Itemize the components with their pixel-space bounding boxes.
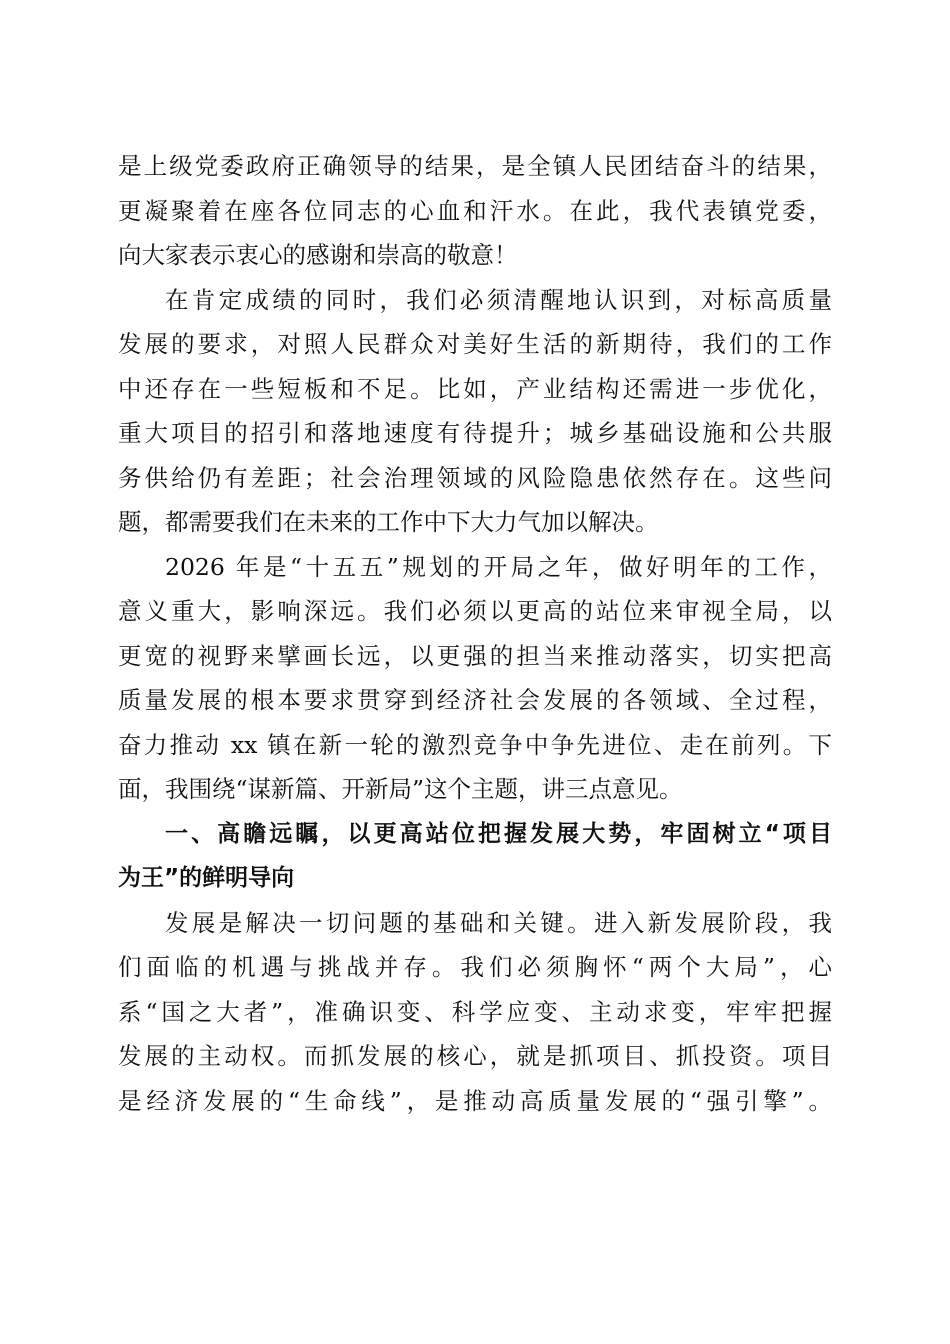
section-heading-1 <box>118 812 832 901</box>
text-line: 系“国之大者”，准确识变、科学应变、主动求变，牢牢把握 <box>118 997 832 1026</box>
paragraph-2 <box>118 278 832 545</box>
text-line: 向大家表示衷心的感谢和崇高的敬意！ <box>118 241 518 269</box>
text-line: 面，我围绕“谋新篇、开新局”这个主题，讲三点意见。 <box>118 775 683 803</box>
text-line: 意义重大，影响深远。我们必须以更高的站位来审视全局，以 <box>118 597 832 625</box>
text-line: 发展的要求，对照人民群众对美好生活的新期待，我们的工作 <box>118 330 832 358</box>
paragraph-4 <box>118 901 832 1124</box>
paragraph-3 <box>118 545 832 812</box>
text-line: 奋力推动 xx 镇在新一轮的激烈竞争中争先进位、走在前列。下 <box>118 730 832 759</box>
text-line: 务供给仍有差距；社会治理领域的风险隐患依然存在。这些问 <box>118 463 832 492</box>
text-line: 是经济发展的“生命线”，是推动高质量发展的“强引擎”。 <box>118 1086 832 1115</box>
heading-line: 一、高瞻远瞩，以更高站位把握发展大势，牢固树立“项目 <box>165 820 832 847</box>
text-line: 更宽的视野来擘画长远，以更强的担当来推动落实，切实把高 <box>118 641 832 670</box>
text-line: 们面临的机遇与挑战并存。我们必须胸怀“两个大局”，心 <box>118 953 832 981</box>
document-body <box>118 144 832 1123</box>
text-line: 是上级党委政府正确领导的结果，是全镇人民团结奋斗的结果， <box>118 152 832 180</box>
text-line: 中还存在一些短板和不足。比如，产业结构还需进一步优化， <box>118 374 832 403</box>
text-line: 题，都需要我们在未来的工作中下大力气加以解决。 <box>118 508 659 536</box>
text-line: 重大项目的招引和落地速度有待提升；城乡基础设施和公共服 <box>118 419 832 447</box>
paragraph-1 <box>118 144 832 278</box>
heading-line: 为王”的鲜明导向 <box>118 865 295 891</box>
text-line: 2026 年是“十五五”规划的开局之年，做好明年的工作， <box>165 552 832 581</box>
text-line: 在肯定成绩的同时，我们必须清醒地认识到，对标高质量 <box>165 285 832 314</box>
text-line: 发展是解决一切问题的基础和关键。进入新发展阶段，我 <box>165 908 832 937</box>
text-line: 质量发展的根本要求贯穿到经济社会发展的各领域、全过程， <box>118 686 832 714</box>
text-line: 发展的主动权。而抓发展的核心，就是抓项目、抓投资。项目 <box>118 1042 832 1070</box>
text-line: 更凝聚着在座各位同志的心血和汗水。在此，我代表镇党委， <box>118 196 832 225</box>
